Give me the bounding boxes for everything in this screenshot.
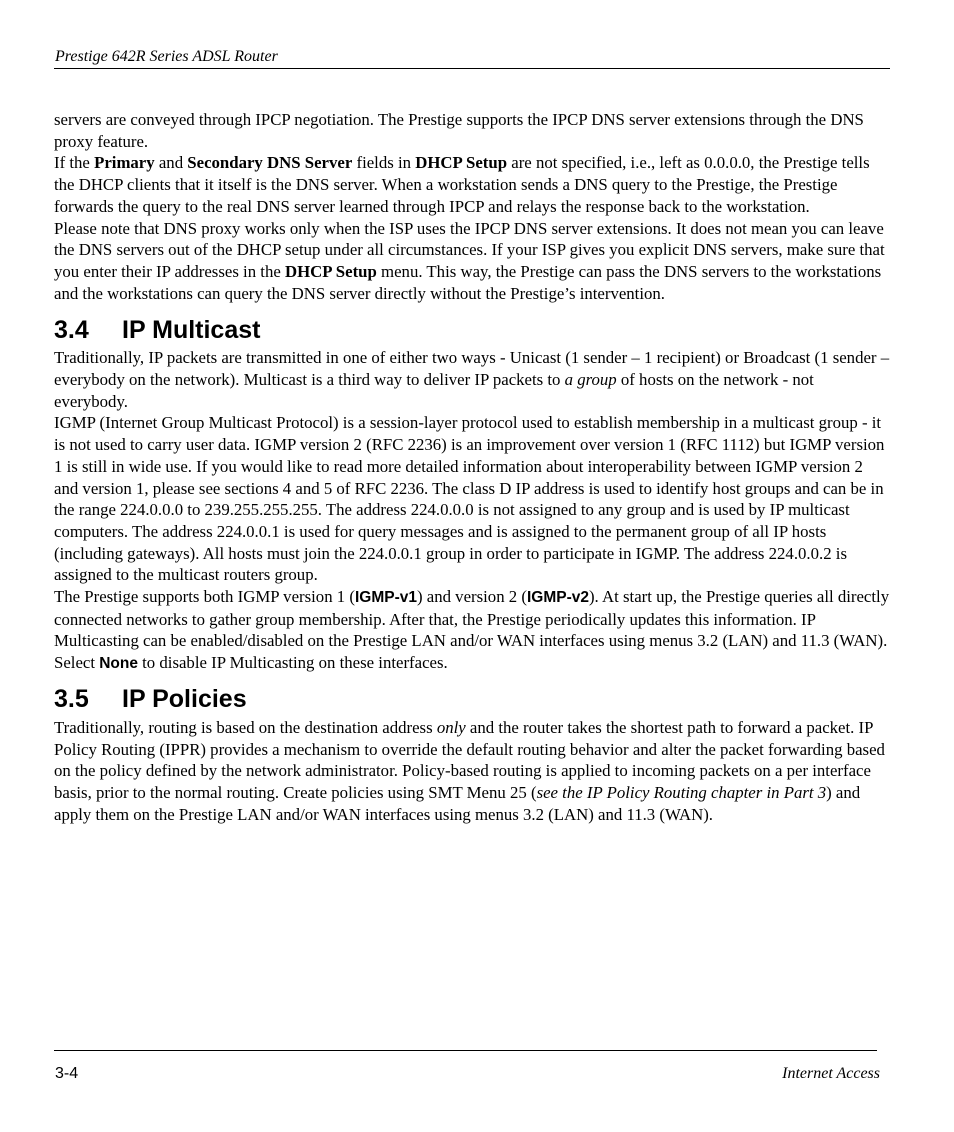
multicast-paragraph-intro: Traditionally, IP packets are transmitted in one of either two ways - Unicast (1 sender – 1 recipient) or Broadcast (1 sender – everybody on the network). Multicast is a third way to deliver IP packets to a group of hosts on the network - not everybody. (54, 348, 890, 411)
page-number: 3-4 (55, 1065, 79, 1082)
italic-term-a-group: a group (564, 370, 617, 390)
header-rule (54, 68, 890, 69)
policies-paragraph: Traditionally, routing is based on the destination address only and the router takes the shortest path to forward a packet. IP Policy Routing (IPPR) provides a mechanism to override the default routing behavior and alter the packet forwarding based on the policy defined by the network administrator. Policy-based routing is applied to incoming packets on a per interface basis, prior to the normal routing. Create policies using SMT Menu 25 (see the IP Policy Routing chapter in Part 3) and apply them on the Prestige LAN and/or WAN interfaces using menus 3.2 (LAN) and 11.3 (WAN). (54, 717, 885, 824)
section-title: IP Multicast (122, 316, 261, 345)
section-number: 3.5 (54, 684, 89, 713)
intro-paragraph-dns-proxy: servers are conveyed through IPCP negotiation. The Prestige supports the IPCP DNS server extensions through the DNS proxy feature. (54, 110, 864, 151)
section-number: 3.4 (54, 316, 89, 345)
multicast-paragraph-igmp: IGMP (Internet Group Multicast Protocol) is a session-layer protocol used to establish membership in a multicast group - it is not used to carry user data. IGMP version 2 (RFC 2236) is an improvement over version 1 (RFC 1112) but IGMP version 1 is still in wide use. If you would like to read more detailed information about interoperability between IGMP version 2 and version 1, please see sections 4 and 5 of RFC 2236. The class D IP address is used to identify host groups and can be in the range 224.0.0.0 to 239.255.255.255. The address 224.0.0.0 is not assigned to any group and is used by IP multicast computers. The address 224.0.0.1 is used for query messages and is assigned to the permanent group of all IP hosts (including gateways). All hosts must join the 224.0.0.1 group in order to participate in IGMP. The address 224.0.0.2 is assigned to the multicast routers group. (54, 413, 885, 585)
intro-paragraph-dns-server-fields: If the Primary and Secondary DNS Server fields in DHCP Setup are not specified, i.e., left as 0.0.0.0, the Prestige tells the DHCP clients that it itself is the DNS server. When a workstation sends a DNS query to the Prestige, the Prestige forwards the query to the real DNS server learned through IPCP and relays the response back to the workstation. (54, 153, 870, 216)
bold-term-igmp-v2: IGMP-v2 (526, 589, 589, 607)
bold-term-primary: Primary (94, 153, 155, 173)
italic-term-only: only (436, 717, 466, 737)
chapter-title: Internet Access (782, 1065, 880, 1082)
section-heading-ip-policies (54, 684, 890, 714)
bold-term-none: None (99, 655, 138, 673)
running-header-title: Prestige 642R Series ADSL Router (55, 48, 278, 65)
multicast-paragraph-prestige-support: The Prestige supports both IGMP version 1 (IGMP-v1) and version 2 (IGMP-v2). At start up, the Prestige queries all directly connected networks to gather group membership. After that, the Prestige periodically updates this information. IP Multicasting can be enabled/disabled on the Prestige LAN and/or WAN interfaces using menus 3.2 (LAN) and 11.3 (WAN). Select None to disable IP Multicasting on these interfaces. (54, 587, 890, 673)
page-body (54, 109, 890, 825)
bold-term-dhcp-setup-menu: DHCP Setup (285, 261, 377, 281)
section-title: IP Policies (122, 684, 247, 713)
bold-term-secondary-dns-server: Secondary DNS Server (187, 153, 353, 173)
footer-rule (54, 1050, 877, 1051)
italic-reference-ip-policy-routing: see the IP Policy Routing chapter in Part 3 (536, 782, 827, 802)
section-heading-ip-multicast (54, 315, 890, 345)
intro-paragraph-dns-note: Please note that DNS proxy works only when the ISP uses the IPCP DNS server extensions. It does not mean you can leave the DNS servers out of the DHCP setup under all circumstances. If your ISP gives you explicit DNS servers, make sure that you enter their IP addresses in the DHCP Setup menu. This way, the Prestige can pass the DNS servers to the workstations and the workstations can query the DNS server directly without the Prestige’s intervention. (54, 218, 885, 303)
bold-term-dhcp-setup: DHCP Setup (415, 153, 508, 173)
bold-term-igmp-v1: IGMP-v1 (354, 589, 417, 607)
